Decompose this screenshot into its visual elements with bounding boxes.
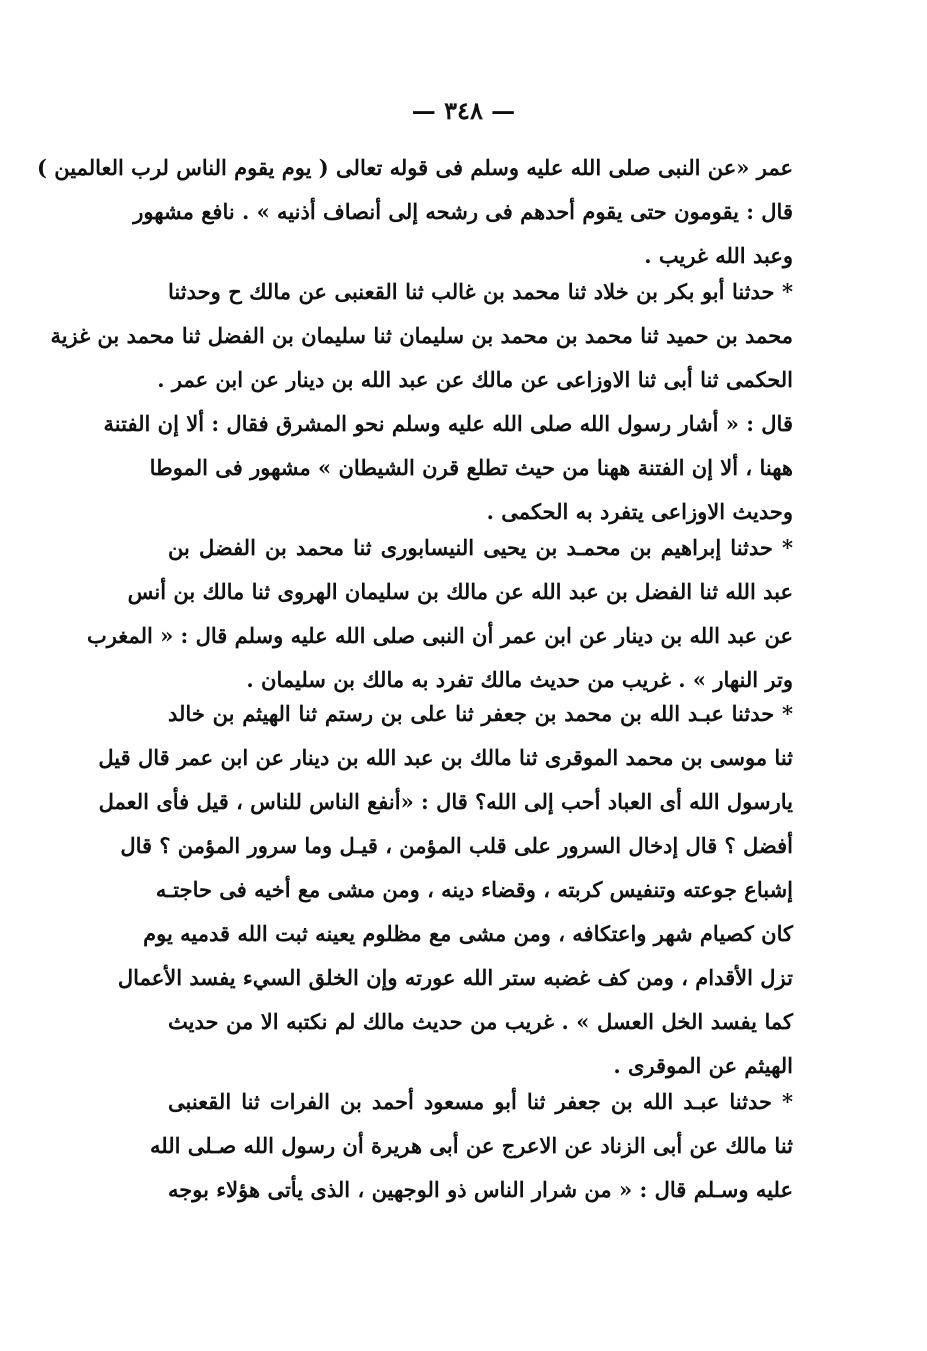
paragraph-3 [86,526,793,702]
paragraph-2 [50,270,793,534]
text-line: إشباع جوعته وتنفيس كربته ، وقضاء دينه ، ومن مشى مع أخيه فى حاجتـه [155,877,793,902]
text-line: ثنا موسى بن محمد الموقرى ثنا مالك بن عبد الله بن دينار عن ابن عمر قال قيل [98,745,793,770]
text-line: الحكمى ثنا أبى ثنا الاوزاعى عن مالك عن عبد الله بن دينار عن ابن عمر . [157,367,793,392]
text-line: أفضل ؟ قال إدخال السرور على قلب المؤمن ، قيـل وما سرور المؤمن ؟ قال [120,833,793,858]
text-line: عليه وسـلم قال : « من شرار الناس ذو الوجهين ، الذى يأتى هؤلاء بوجه [168,1177,793,1202]
paragraph-1 [37,146,793,278]
text-line: ثنا مالك عن أبى الزناد عن الاعرج عن أبى هريرة أن رسول الله صـلى الله [149,1133,793,1158]
page-number: — ٣٤٨ — [411,96,516,125]
text-line: عبد الله ثنا الفضل بن عبد الله عن مالك بن سليمان الهروى ثنا مالك بن أنس [127,579,793,604]
text-line: عمر «عن النبى صلى الله عليه وسلم فى قوله تعالى ( يوم يقوم الناس لرب العالمين ) [37,155,793,180]
text-line: وتر النهار » . غريب من حديث مالك تفرد به مالك بن سليمان . [246,667,793,692]
text-line: وحديث الاوزاعى يتفرد به الحكمى . [486,499,793,524]
text-line: عن عبد الله بن دينار عن ابن عمر أن النبى صلى الله عليه وسلم قال : « المغرب [86,623,793,648]
text-line: * حدثنا أبو بكر بن خلاد ثنا محمد بن غالب ثنا القعنبى عن مالك ح وحدثنا [168,279,793,304]
text-line: الهيثم عن الموقرى . [613,1053,793,1078]
text-line: يارسول الله أى العباد أحب إلى الله؟ قال : «أنفع الناس للناس ، قيل فأى العمل [98,789,793,814]
text-line: قال : « أشار رسول الله صلى الله عليه وسلم نحو المشرق فقال : ألا إن الفتنة [103,411,793,436]
text-line: محمد بن حميد ثنا محمد بن محمد بن سليمان ثنا سليمان بن الفضل ثنا محمد بن غزية [50,323,793,348]
paragraph-4 [98,692,793,1088]
text-line: * حدثنا عبـد الله بن جعفر ثنا أبو مسعود أحمد بن الفرات ثنا القعنبى [168,1089,793,1114]
text-line: تزل الأقدام ، ومن كف غضبه ستر الله عورته وإن الخلق السيء يفسد الأعمال [117,965,793,990]
text-line: ههنا ، ألا إن الفتنة ههنا من حيث تطلع قرن الشيطان » مشهور فى الموطا [149,455,793,480]
text-line: * حدثنا إبراهيم بن محمـد بن يحيى النيسابورى ثنا محمد بن الفضل بن [168,535,793,560]
text-line: * حدثنا عبـد الله بن محمد بن جعفر ثنا على بن رستم ثنا الهيثم بن خالد [168,701,793,726]
text-line: كان كصيام شهر واعتكافه ، ومن مشى مع مظلوم يعينه ثبت الله قدميه يوم [143,921,793,946]
text-line: كما يفسد الخل العسل » . غريب من حديث مالك لم نكتبه الا من حديث [168,1009,793,1034]
paragraph-5 [149,1080,793,1212]
text-line: قال : يقومون حتى يقوم أحدهم فى رشحه إلى أنصاف أذنيه » . نافع مشهور [133,199,793,224]
text-line: وعبد الله غريب . [644,243,793,268]
